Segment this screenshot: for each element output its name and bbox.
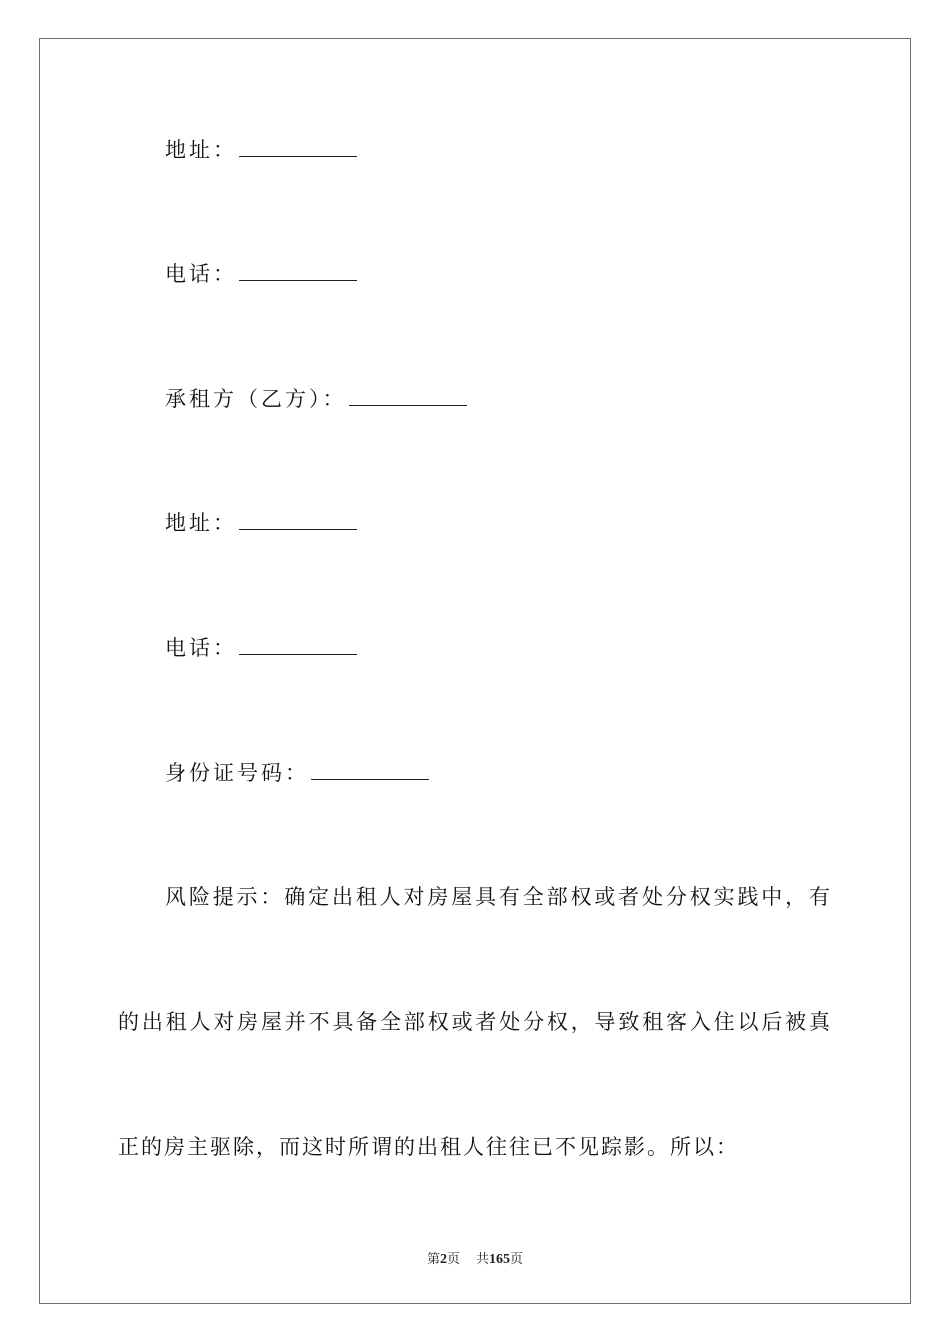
lessee-id-field (165, 759, 429, 787)
lessee-label: 承租方（乙方）： (165, 387, 347, 411)
page-footer (0, 1248, 950, 1268)
lessee-id-blank[interactable] (311, 761, 429, 780)
lessee-phone-field (165, 634, 357, 662)
lessee-address-label: 地址： (165, 511, 237, 535)
lessee-blank[interactable] (349, 387, 467, 406)
footer-page-unit: 页 (446, 1252, 460, 1267)
lessee-id-label: 身份证号码： (165, 761, 309, 785)
lessor-phone-blank[interactable] (239, 262, 357, 281)
footer-total-prefix: 共 (476, 1252, 490, 1267)
lessee-phone-label: 电话： (165, 636, 237, 660)
lessee-field (165, 385, 467, 413)
footer-total-unit: 页 (510, 1252, 524, 1267)
lessor-address-blank[interactable] (239, 138, 357, 157)
page-frame (39, 38, 911, 1304)
lessor-address-field (165, 136, 357, 164)
risk-note-line-2: 的出租人对房屋并不具备全部权或者处分权，导致租客入住以后被真 (118, 1010, 832, 1034)
lessee-phone-blank[interactable] (239, 636, 357, 655)
footer-page-number: 2 (439, 1252, 447, 1267)
lessor-phone-field (165, 260, 357, 288)
lessor-phone-label: 电话： (165, 262, 237, 286)
lessee-address-field (165, 509, 357, 537)
footer-page-prefix: 第 (426, 1252, 440, 1267)
risk-note-line-1: 风险提示：确定出租人对房屋具有全部权或者处分权实践中，有 (165, 885, 832, 909)
footer-total-pages: 165 (489, 1252, 511, 1267)
lessee-address-blank[interactable] (239, 511, 357, 530)
risk-note-line-3: 正的房主驱除，而这时所谓的出租人往往已不见踪影。所以： (118, 1135, 739, 1159)
lessor-address-label: 地址： (165, 138, 237, 162)
